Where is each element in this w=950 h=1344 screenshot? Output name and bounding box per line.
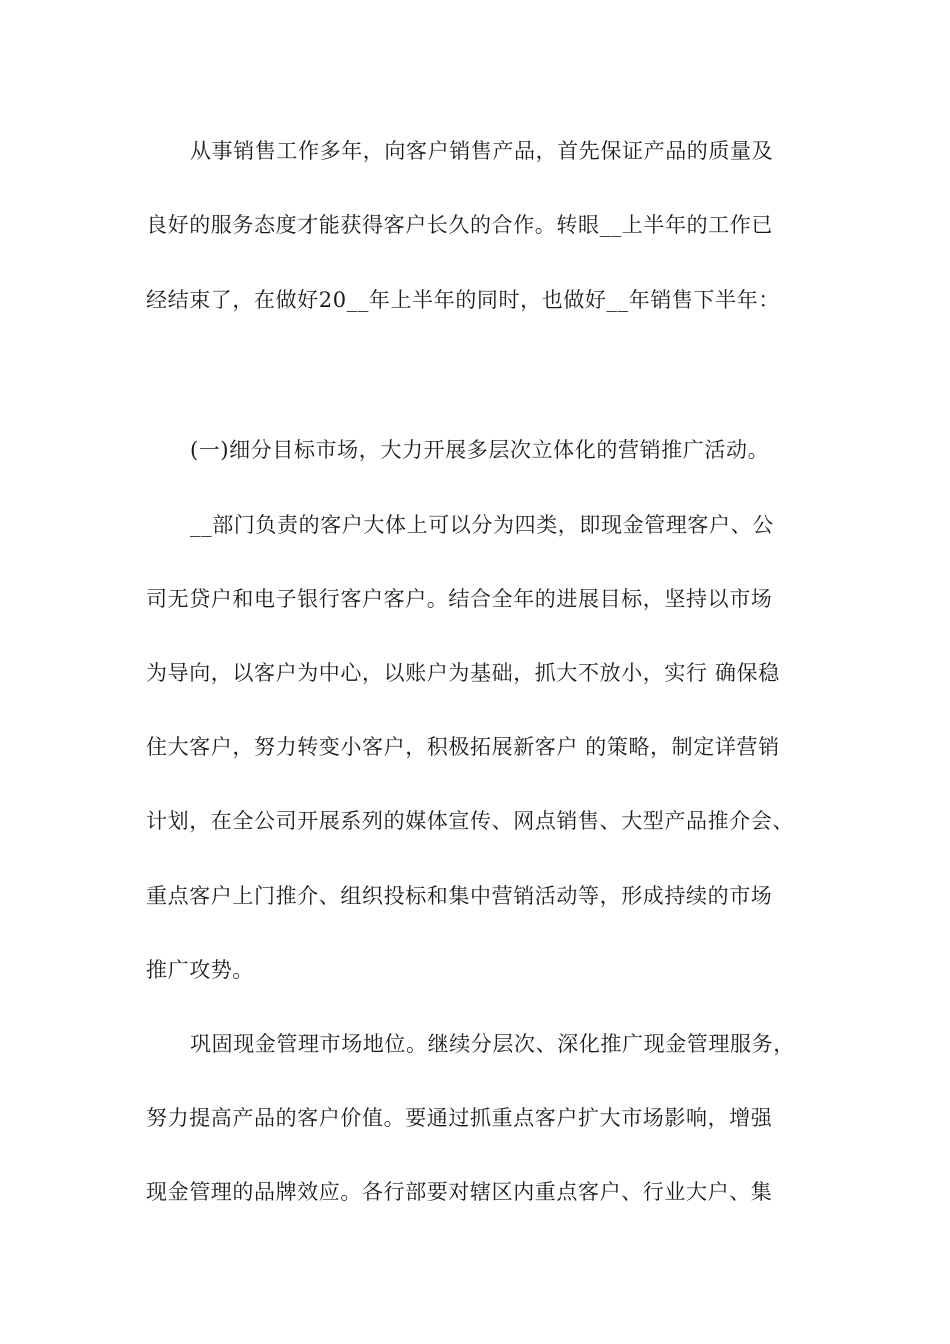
paragraph-line: 经结束了，在做好20__年上半年的同时，也做好__年销售下半年： <box>146 288 780 312</box>
paragraph-line: 努力提高产品的客户价值。要通过抓重点客户扩大市场影响，增强 <box>146 1106 773 1130</box>
paragraph-line: 计划，在全公司开展系列的媒体宣传、网点销售、大型产品推介会、 <box>146 809 794 833</box>
paragraph-line: __部门负责的客户大体上可以分为四类，即现金管理客户、公 <box>190 513 774 537</box>
paragraph-line: 从事销售工作多年，向客户销售产品，首先保证产品的质量及 <box>190 139 774 163</box>
section-heading: (一)细分目标市场，大力开展多层次立体化的营销推广活动。 <box>190 438 770 462</box>
paragraph-line: 推广攻势。 <box>146 958 254 982</box>
paragraph-line: 司无贷户和电子银行客户客户。结合全年的进展目标，坚持以市场 <box>146 587 773 611</box>
paragraph-line: 为导向，以客户为中心，以账户为基础，抓大不放小，实行 确保稳 <box>146 661 780 685</box>
paragraph-line: 现金管理的品牌效应。各行部要对辖区内重点客户、行业大户、集 <box>146 1180 773 1204</box>
paragraph-line: 良好的服务态度才能获得客户长久的合作。转眼__上半年的工作已 <box>146 213 773 237</box>
paragraph-line: 重点客户上门推介、组织投标和集中营销活动等，形成持续的市场 <box>146 884 773 908</box>
paragraph-line: 住大客户，努力转变小客户，积极拓展新客户 的策略，制定详营销 <box>146 735 780 759</box>
paragraph-line: 巩固现金管理市场地位。继续分层次、深化推广现金管理服务， <box>190 1032 795 1056</box>
